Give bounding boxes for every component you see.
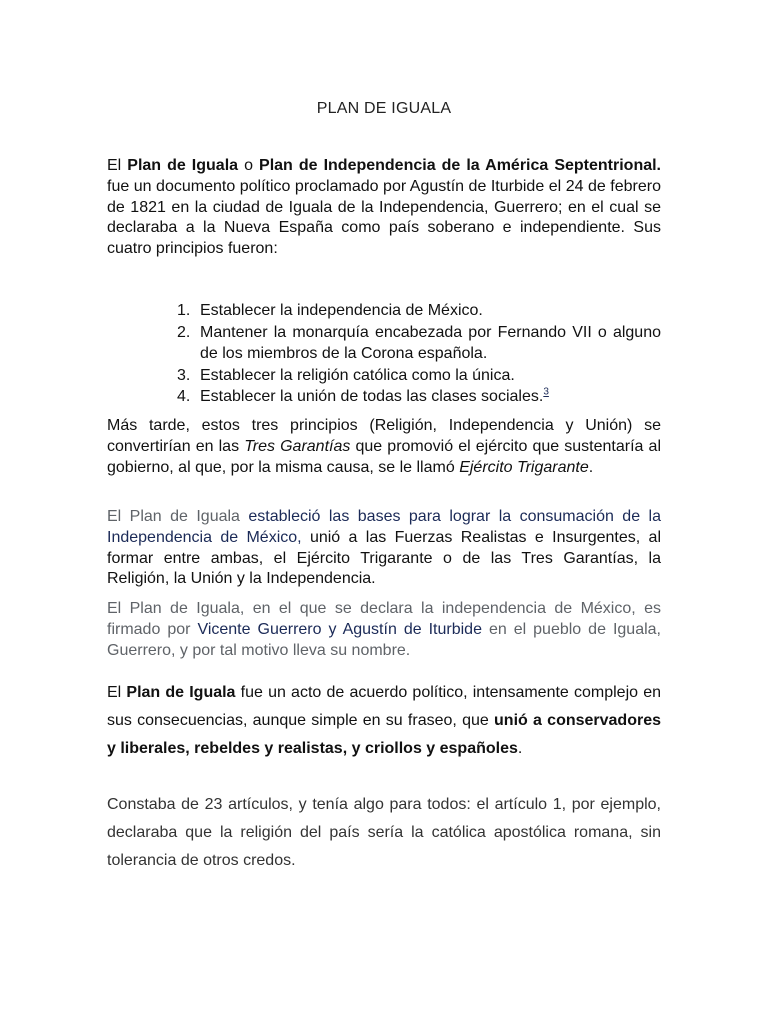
agreement-paragraph: [107, 679, 661, 763]
list-number: 1.: [177, 302, 191, 319]
list-text: Mantener la monarquía encabezada por Fernando VII o alguno de los miembros de la Corona española.: [200, 323, 661, 362]
signed-text-1: El Plan de Iguala, en el que se declara la independencia de México, es firmado por: [107, 600, 661, 638]
signed-link-text[interactable]: Vicente Guerrero y Agustín de Iturbide: [197, 620, 482, 638]
articles-paragraph: Constaba de 23 artículos, y tenía algo para todos: el artículo 1, por ejemplo, declaraba que la religión del país sería la católica apostólica romana, sin tolerancia de otros credos.: [107, 796, 661, 869]
list-item: [107, 322, 661, 365]
agreement-text-2: fue un acto de acuerdo político, intensamente complejo en sus consecuencias, aunque simple en su fraseo, que: [107, 684, 662, 729]
list-item: [107, 365, 661, 387]
principles-list: [107, 300, 661, 408]
footnote-link[interactable]: 3: [543, 386, 549, 398]
list-text: Establecer la independencia de México.: [200, 302, 483, 319]
intro-bold-independencia: Plan de Independencia de la América Septentrional.: [259, 157, 661, 174]
intro-paragraph: [107, 156, 661, 260]
list-item: [107, 300, 661, 322]
list-text: Establecer la religión católica como la única.: [200, 366, 515, 384]
intro-bold-plan: Plan de Iguala: [127, 157, 239, 174]
later-paragraph: [107, 416, 661, 478]
document-title: PLAN DE IGUALA: [316, 100, 452, 117]
signed-text-2: en el pueblo de Iguala, Guerrero, y por tal motivo lleva su nombre.: [107, 620, 661, 659]
bases-gray-text: El Plan de Iguala: [107, 508, 249, 525]
later-italic-garantias: Tres Garantías: [244, 437, 351, 455]
signed-paragraph: [107, 599, 661, 661]
intro-text-2: o: [238, 157, 260, 174]
later-text-2: que promovió el ejército que sustentaría al gobierno, al que, por la misma causa, se le llamó: [107, 437, 662, 476]
agreement-bold-union: unió a conservadores y liberales, rebeldes y realistas, y criollos y españoles: [107, 712, 662, 757]
list-number: 2.: [177, 323, 191, 341]
agreement-text-1: El: [107, 684, 127, 701]
list-item: [107, 386, 661, 408]
bases-paragraph: [107, 507, 661, 590]
list-number: 4.: [177, 388, 191, 405]
intro-text-3: fue un documento político proclamado por Agustín de Iturbide el 24 de febrero de 1821 en la ciudad de Iguala de la Independencia, Guerrero; en el cual se declaraba a la Nueva España como país soberano e independiente. Sus cuatro principios fueron:: [107, 177, 661, 258]
agreement-text-3: .: [517, 740, 523, 757]
list-text: Establecer la unión de todas las clases sociales.: [200, 388, 544, 405]
later-text-1: Más tarde, estos tres principios (Religión, Independencia y Unión) se convertirían en las: [107, 417, 661, 455]
intro-text-1: El: [107, 157, 128, 174]
bases-text: unió a las Fuerzas Realistas e Insurgentes, al formar entre ambas, el Ejército Trigarante o de las Tres Garantías, la Religión, la Unión y la Independencia.: [107, 528, 662, 588]
list-number: 3.: [177, 366, 191, 384]
bases-link-text[interactable]: estableció las bases para lograr la consumación de la Independencia de México,: [107, 508, 661, 546]
agreement-bold-plan: Plan de Iguala: [126, 684, 236, 701]
later-text-3: .: [588, 458, 594, 476]
later-italic-ejercito: Ejército Trigarante: [459, 458, 589, 476]
